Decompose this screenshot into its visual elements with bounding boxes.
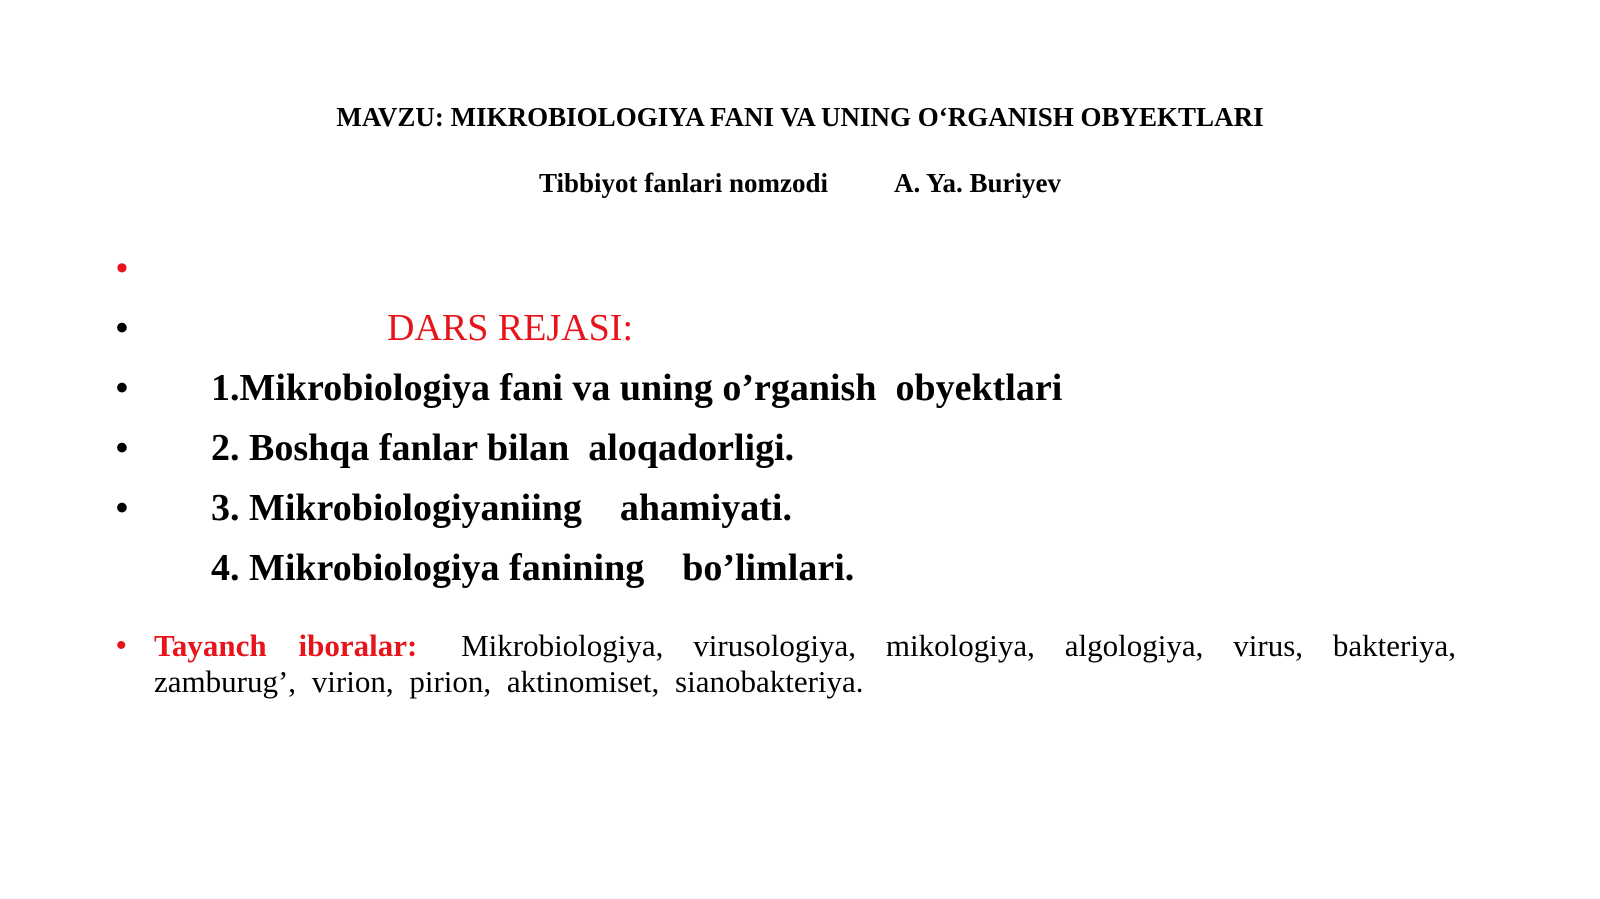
plan-heading: DARS REJASI: [387,307,633,349]
slide-title: MAVZU: MIKROBIOLOGIYA FANI VA UNING O‘RGANISH OBYEKTLARI [336,102,1264,132]
keywords-text: Mikrobiologiya, virusologiya, mikologiya, algologiya, virus, bakteriya, zamburug’, virion, pirion, aktinomiset, sianobakteriya. [154,628,1456,699]
bullet-icon: • [116,429,128,467]
bullet-icon: • [116,249,128,287]
plan-item-text: 1.Mikrobiologiya fani va uning o’rganish obyektlari [211,367,1063,409]
plan-item-text: 3. Mikrobiologiyaniing ahamiyati. [211,487,792,529]
author-name: A. Ya. Buriyev [894,168,1062,198]
lesson-plan-list [116,238,1456,589]
bullet-icon: • [116,489,128,527]
plan-item-text: 4. Mikrobiologiya fanining bo’limlari. [211,547,855,589]
keywords-body [116,628,1456,700]
keywords-block [116,628,1456,700]
keywords-label: Tayanch iboralar: [154,628,418,663]
bullet-icon: • [116,629,127,662]
plan-item [116,298,1456,409]
author-line [0,166,1600,200]
bullet-icon: • [116,369,128,407]
plan-item [116,358,1456,469]
plan-item [116,418,1456,529]
plan-heading-item [116,238,1456,349]
plan-item [116,478,1456,589]
bullet-icon: • [116,309,128,347]
plan-item-text: 2. Boshqa fanlar bilan aloqadorligi. [211,427,795,469]
author-degree: Tibbiyot fanlari nomzodi [538,168,829,198]
